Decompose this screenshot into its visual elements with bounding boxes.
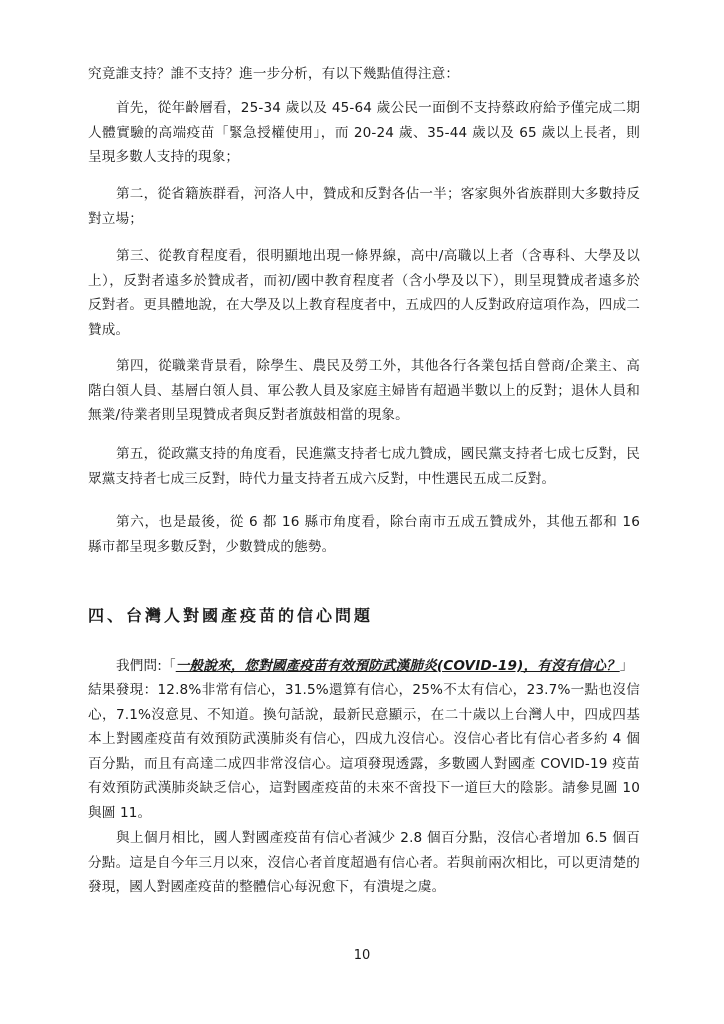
point-ethnicity: 第二，從省籍族群看，河洛人中，贊成和反對各佔一半；客家與外省族群則大多數持反對立場； — [88, 186, 640, 227]
point-occupation: 第四，從職業背景看，除學生、農民及勞工外，其他各行各業包括自營商/企業主、高階白領人員、基層白領人員、軍公教人員及家庭主婦皆有超過半數以上的反對；退休人員和無業/待業者則呈現贊成者與反對者旗鼓相當的現象。 — [88, 358, 640, 423]
section-heading: 四、台灣人對國產疫苗的信心問題 — [88, 606, 374, 625]
comparison-paragraph: 與上個月相比，國人對國產疫苗有信心者減少 2.8 個百分點，沒信心者增加 6.5 個百分點。這是自今年三月以來，沒信心者首度超過有信心者。若與前兩次相比，可以更清楚的發現，國人對國產疫苗的整體信心每況愈下，有潰堤之虞。 — [88, 830, 640, 895]
survey-question: 一般說來，您對國產疫苗有效預防武漢肺炎(COVID-19)，有沒有信心？ — [175, 658, 620, 674]
point-party: 第五，從政黨支持的角度看，民進黨支持者七成九贊成，國民黨支持者七成七反對，民眾黨支持者七成三反對，時代力量支持者五成六反對，中性選民五成二反對。 — [88, 446, 640, 487]
point-education: 第三、從教育程度看，很明顯地出現一條界線，高中/高職以上者（含專科、大學及以上），反對者遠多於贊成者，而初/國中教育程度者（含小學及以下），則呈現贊成者遠多於反對者。更具體地說，在大學及以上教育程度者中，五成四的人反對政府這項作為，四成二贊成。 — [88, 248, 640, 338]
point-age: 首先，從年齡層看，25-34 歲以及 45-64 歲公民一面倒不支持蔡政府給予僅完成二期人體實驗的高端疫苗「緊急授權使用」，而 20-24 歲、35-44 歲以及 65 歲以上長者，則呈現多數人支持的現象； — [88, 100, 640, 165]
question-paragraph — [88, 654, 640, 679]
results-paragraph: 結果發現：12.8%非常有信心，31.5%還算有信心，25%不太有信心，23.7%一點也沒信心，7.1%沒意見、不知道。換句話說，最新民意顯示，在二十歲以上台灣人中，四成四基本上對國產疫苗有效預防武漢肺炎有信心，四成九沒信心。沒信心者比有信心者多約 4 個百分點，而且有高達二成四非常沒信心。這項發現透露，多數國人對國產 COVID-19 疫苗有效預防武漢肺炎缺乏信心，這對國產疫苗的未來不啻投下一道巨大的陰影。請參見圖 10 與圖 11。 — [88, 682, 640, 821]
intro-paragraph: 究竟誰支持？誰不支持？進一步分析，有以下幾點值得注意： — [88, 66, 460, 82]
page-number: 10 — [353, 948, 371, 963]
question-suffix: 」 — [619, 658, 634, 674]
question-prefix: 我們問:「 — [116, 658, 176, 674]
point-cities: 第六，也是最後，從 6 都 16 縣市角度看，除台南市五成五贊成外，其他五都和 16 縣市都呈現多數反對，少數贊成的態勢。 — [88, 514, 640, 555]
